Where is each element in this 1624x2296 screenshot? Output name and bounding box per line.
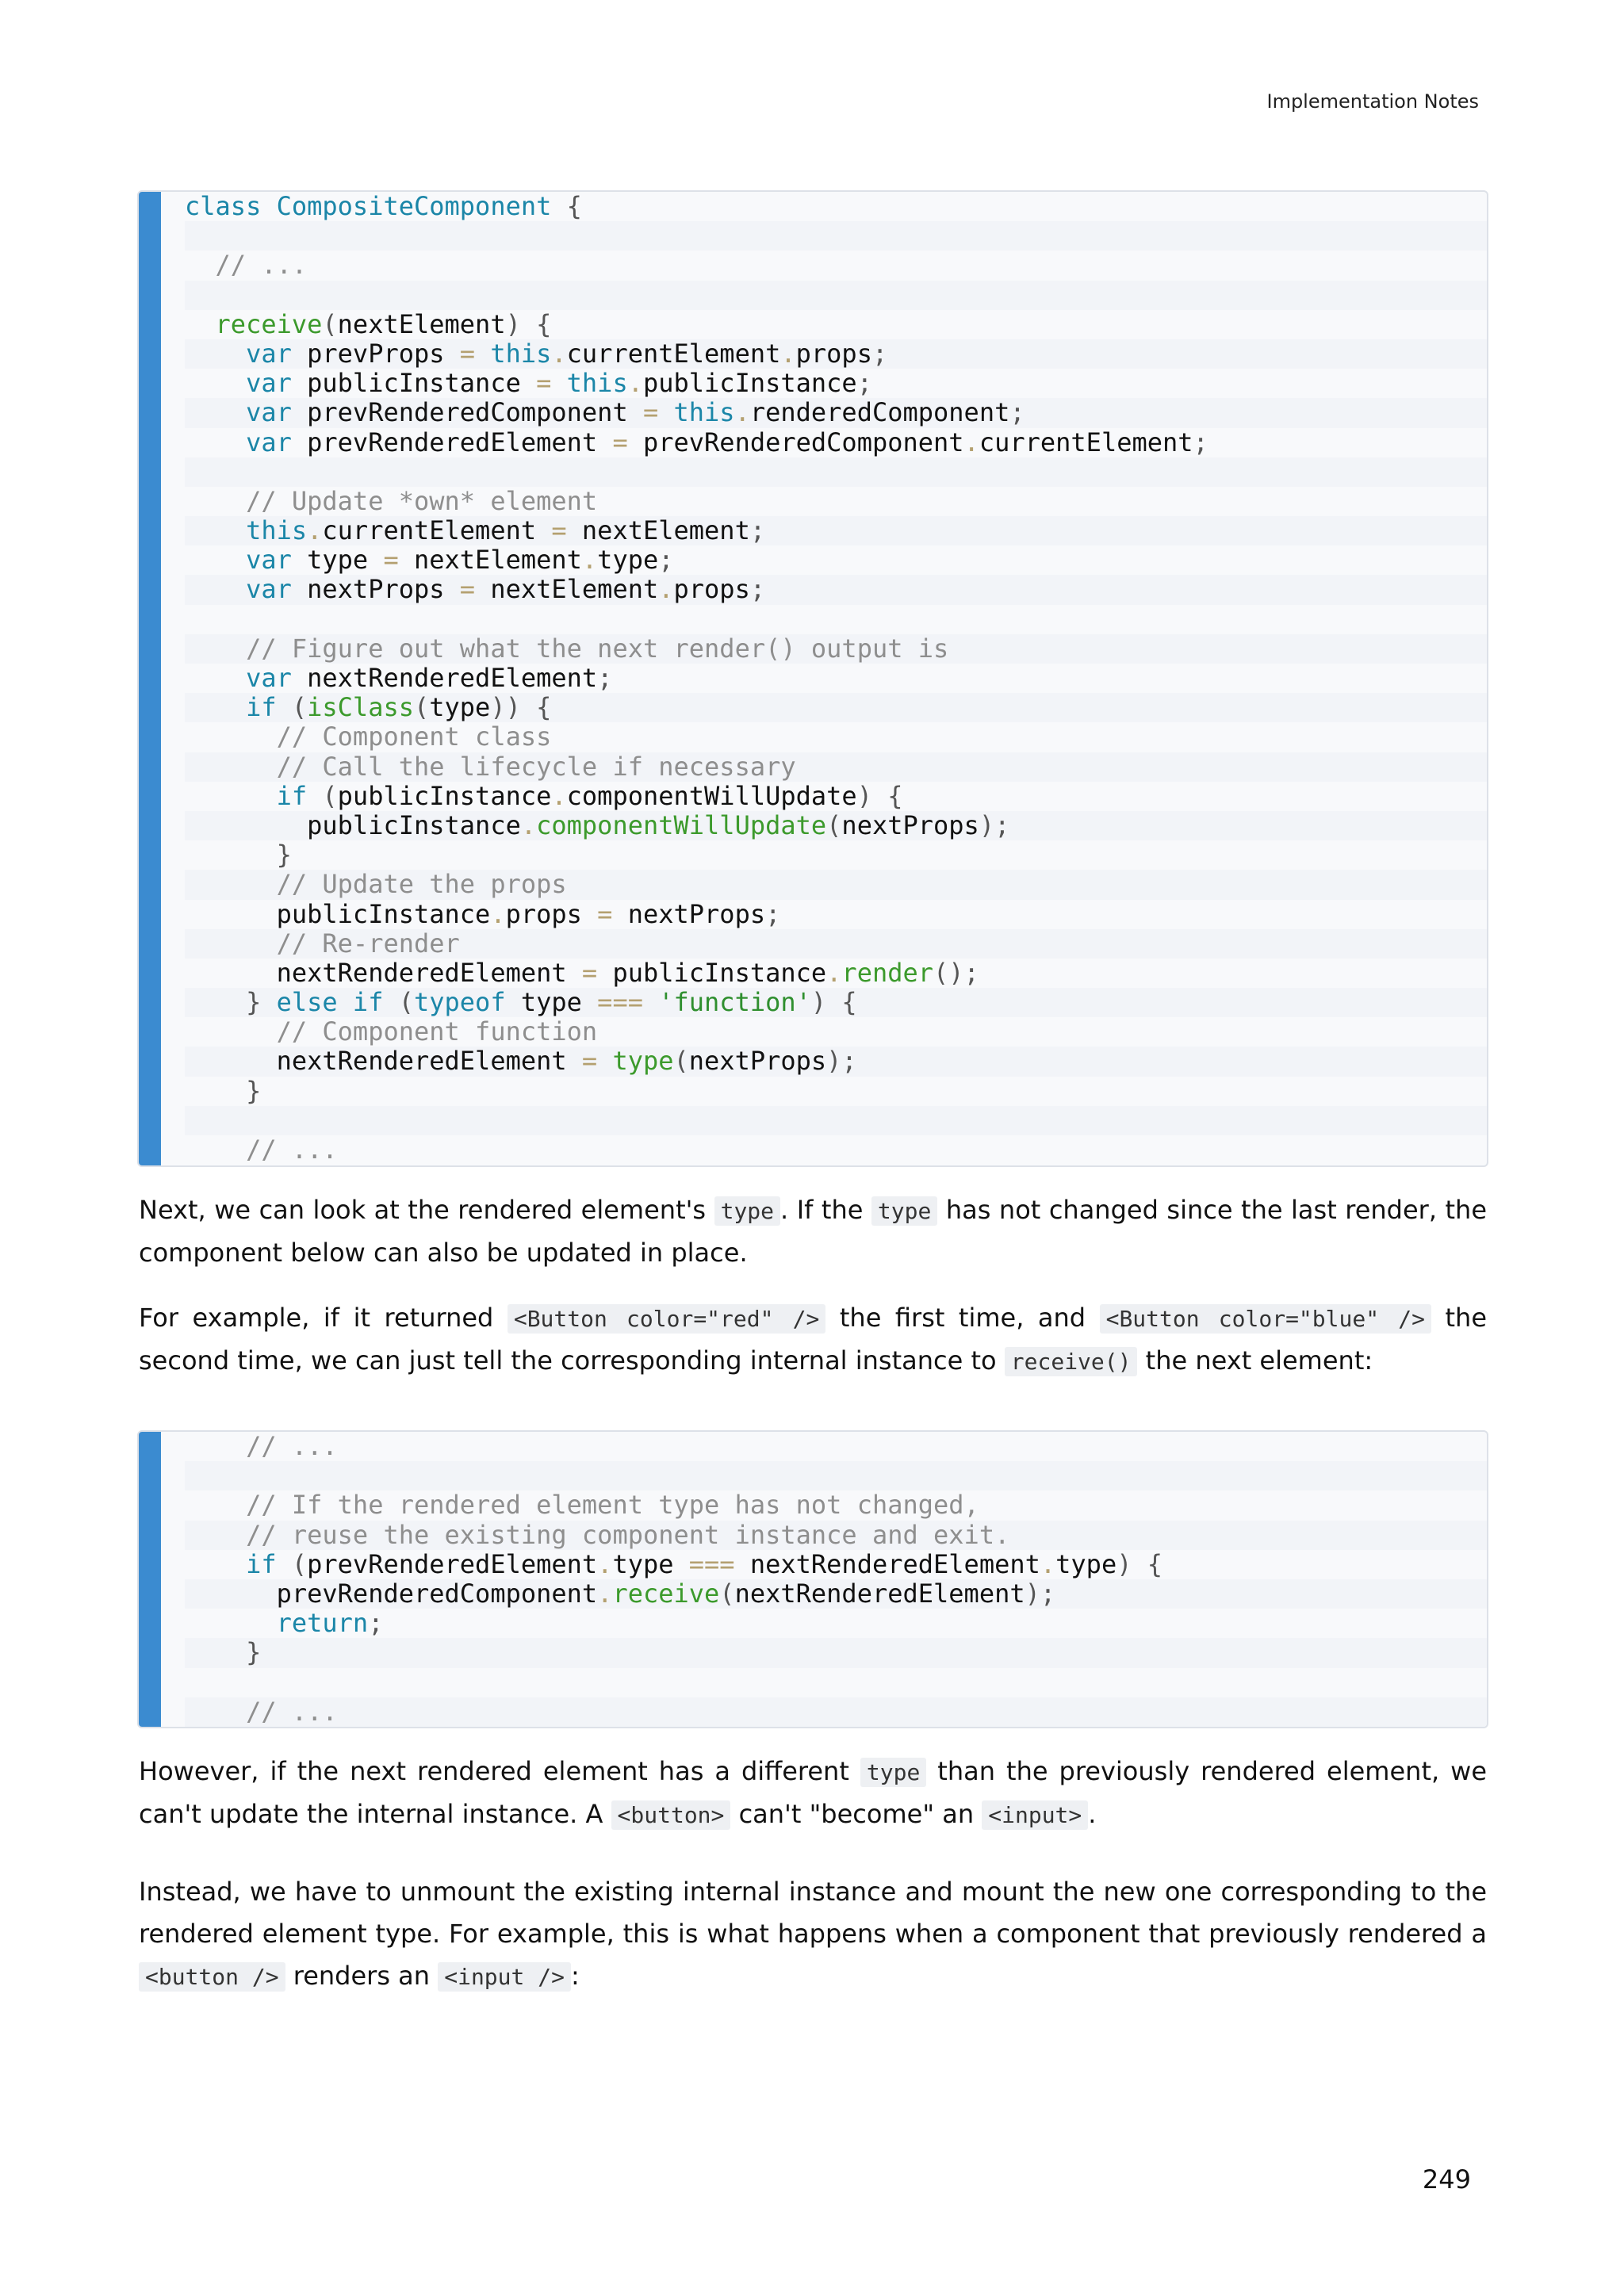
code-token: var: [185, 338, 308, 369]
code-token: props: [505, 898, 598, 929]
code-token: =: [642, 397, 674, 428]
code-line: [185, 1432, 1487, 1461]
text: Instead, we have to unmount the existing internal instance and mount the new one corresponding to the rendered element type. For example, this is what happens when a component that previously rendered a: [139, 1877, 1487, 1949]
code-token: isClass: [307, 692, 414, 723]
inline-code: <button />: [139, 1962, 285, 1992]
code-token: nextRenderedElement: [749, 1548, 1040, 1579]
inline-code: type: [860, 1758, 926, 1787]
code-token: if: [185, 692, 292, 723]
code-line: [185, 1550, 1487, 1579]
code-token: publicInstance: [642, 368, 857, 399]
code-token: (: [413, 692, 430, 723]
code-lines: [139, 192, 1487, 1165]
code-token: // Re-render: [185, 928, 460, 959]
code-token: {: [551, 191, 582, 221]
text: Next, we can look at the rendered element's: [139, 1195, 714, 1225]
code-line: [185, 1490, 1487, 1520]
code-token: 'function': [658, 987, 811, 1018]
code-token: ) {: [1116, 1548, 1162, 1579]
text: can't "become" an: [730, 1799, 982, 1829]
code-token: .: [658, 574, 674, 605]
paragraph-type-check: [139, 1189, 1487, 1274]
code-line: [185, 1017, 1487, 1047]
text: For example, if it returned: [139, 1303, 508, 1333]
code-token: nextProps: [841, 809, 979, 840]
code-token: type: [520, 987, 598, 1018]
code-token: ) {: [505, 308, 552, 339]
code-token: .: [551, 338, 567, 369]
code-line: [185, 870, 1487, 899]
paragraph-button-example: [139, 1297, 1487, 1383]
code-token: .: [963, 427, 979, 457]
code-line: [185, 900, 1487, 929]
code-token: // If the rendered element type has not changed,: [185, 1490, 979, 1521]
code-token: =: [581, 957, 613, 988]
code-token: this: [185, 515, 308, 546]
code-token: =: [383, 545, 414, 576]
code-token: (: [398, 987, 414, 1018]
code-token: return: [185, 1608, 369, 1639]
running-header: Implementation Notes: [1266, 90, 1479, 113]
code-token: this: [566, 368, 628, 399]
code-token: .: [734, 397, 750, 428]
code-token: }: [185, 1075, 262, 1106]
code-token: prevRenderedComponent: [307, 397, 643, 428]
code-token: ;: [1193, 427, 1208, 457]
code-token: nextElement: [413, 545, 582, 576]
code-token: prevProps: [307, 338, 460, 369]
code-line: [185, 693, 1487, 722]
code-line: [185, 664, 1487, 693]
code-token: prevRenderedComponent: [185, 1578, 598, 1609]
code-token: var: [185, 397, 308, 428]
code-token: .: [520, 809, 537, 840]
code-block-receive-method: [137, 190, 1488, 1167]
code-token: if: [185, 780, 323, 811]
code-line: [185, 310, 1487, 339]
text: the next element:: [1137, 1345, 1373, 1376]
code-line: [185, 457, 1487, 487]
code-token: =: [551, 515, 582, 546]
code-token: type: [597, 545, 659, 576]
code-token: }: [185, 840, 292, 871]
code-token: ===: [597, 987, 659, 1018]
code-line: [185, 959, 1487, 988]
code-token: this: [673, 397, 735, 428]
code-token: publicInstance: [307, 368, 537, 399]
code-line: [185, 811, 1487, 840]
code-token: CompositeComponent: [276, 191, 552, 221]
code-token: ;: [871, 338, 888, 369]
code-token: ;: [1009, 397, 1025, 428]
code-token: nextElement: [581, 515, 750, 546]
code-line: [185, 192, 1487, 221]
code-token: );: [1025, 1578, 1056, 1609]
code-token: ;: [597, 663, 613, 693]
code-line: [185, 428, 1487, 457]
code-token: // ...: [185, 250, 308, 281]
code-token: )) {: [490, 692, 552, 723]
code-token: =: [536, 368, 567, 399]
code-line: [185, 752, 1487, 782]
code-token: =: [612, 427, 643, 457]
code-token: .: [1040, 1548, 1056, 1579]
code-line: [185, 1638, 1487, 1667]
code-token: // Update *own* element: [185, 485, 598, 516]
code-token: (: [291, 692, 308, 723]
inline-code: <button>: [611, 1800, 731, 1830]
code-token: nextRenderedElement: [185, 957, 582, 988]
code-token: nextProps: [307, 574, 460, 605]
code-token: publicInstance: [185, 898, 491, 929]
code-token: prevRenderedElement: [307, 1548, 598, 1579]
code-token: var: [185, 545, 308, 576]
inline-code: receive(): [1005, 1347, 1138, 1376]
code-token: .: [551, 780, 567, 811]
code-token: (: [322, 780, 338, 811]
text: renders an: [285, 1961, 439, 1991]
code-token: }: [185, 987, 277, 1018]
code-token: type: [1055, 1548, 1117, 1579]
code-token: if: [185, 1548, 292, 1579]
code-token: props: [673, 574, 750, 605]
code-line: [185, 575, 1487, 604]
code-token: class: [185, 191, 277, 221]
code-line: [185, 634, 1487, 664]
code-token: ===: [688, 1548, 750, 1579]
code-line: [185, 251, 1487, 280]
code-token: );: [979, 809, 1010, 840]
code-block-type-unchanged: [137, 1430, 1488, 1728]
code-token: // ...: [185, 1696, 338, 1727]
code-token: ;: [368, 1608, 384, 1639]
code-line: [185, 1106, 1487, 1135]
code-token: ;: [658, 545, 674, 576]
text: However, if the next rendered element has a different: [139, 1756, 860, 1786]
code-token: =: [459, 574, 491, 605]
code-line: [185, 545, 1487, 575]
code-line: [185, 221, 1487, 251]
text: .: [1088, 1799, 1097, 1829]
code-token: publicInstance: [612, 957, 827, 988]
code-line: [185, 1579, 1487, 1609]
code-token: ) {: [810, 987, 857, 1018]
code-token: type: [612, 1046, 674, 1077]
code-line: [185, 487, 1487, 516]
code-token: var: [185, 663, 308, 693]
code-line: [185, 722, 1487, 752]
code-token: ;: [765, 898, 781, 929]
code-token: .: [826, 957, 842, 988]
code-token: ;: [749, 515, 766, 546]
code-token: (: [291, 1548, 308, 1579]
code-token: // ...: [185, 1431, 338, 1461]
code-line: [185, 1461, 1487, 1490]
code-token: .: [307, 515, 323, 546]
code-token: this: [490, 338, 552, 369]
inline-code: type: [871, 1196, 937, 1226]
code-token: =: [581, 1046, 613, 1077]
code-token: renderedComponent: [749, 397, 1010, 428]
paragraph-different-type: [139, 1751, 1487, 1836]
inline-code: <Button color="blue" />: [1100, 1304, 1431, 1334]
code-token: componentWillUpdate: [536, 809, 827, 840]
text: :: [570, 1961, 580, 1991]
text: . If the: [780, 1195, 871, 1225]
code-token: type: [307, 545, 384, 576]
code-token: publicInstance: [337, 780, 552, 811]
code-token: type: [612, 1548, 689, 1579]
code-line: [185, 988, 1487, 1017]
code-token: nextRenderedElement: [185, 1046, 582, 1077]
code-token: =: [597, 898, 628, 929]
code-token: nextElement: [490, 574, 659, 605]
code-line: [185, 782, 1487, 811]
text: the first time, and: [825, 1303, 1100, 1333]
code-token: // Figure out what the next render() output is: [185, 633, 949, 664]
code-token: ) {: [856, 780, 903, 811]
code-token: currentElement: [322, 515, 552, 546]
code-token: nextProps: [688, 1046, 827, 1077]
code-token: prevRenderedComponent: [642, 427, 964, 457]
code-token: ();: [933, 957, 979, 988]
code-token: (: [673, 1046, 689, 1077]
code-line: [185, 1521, 1487, 1550]
code-token: else if: [276, 987, 399, 1018]
code-token: // Call the lifecycle if necessary: [185, 751, 796, 782]
code-line: [185, 605, 1487, 634]
code-token: (: [719, 1578, 735, 1609]
code-line: [185, 516, 1487, 545]
code-token: render: [841, 957, 934, 988]
code-line: [185, 1135, 1487, 1165]
code-token: var: [185, 574, 308, 605]
code-token: =: [459, 338, 491, 369]
code-token: // ...: [185, 1135, 338, 1165]
code-token: componentWillUpdate: [566, 780, 857, 811]
code-token: currentElement: [979, 427, 1193, 457]
code-token: .: [490, 898, 506, 929]
code-token: var: [185, 427, 308, 457]
code-line: [185, 398, 1487, 427]
code-token: ;: [749, 574, 766, 605]
code-token: // Component class: [185, 721, 552, 752]
code-token: receive: [612, 1578, 720, 1609]
code-line: [185, 369, 1487, 398]
code-line: [185, 929, 1487, 959]
code-line: [185, 1697, 1487, 1727]
text: than the previously rendered element, we can't update the internal instance. A: [139, 1756, 1488, 1829]
code-token: typeof: [413, 987, 521, 1018]
code-token: (: [322, 308, 338, 339]
code-token: .: [780, 338, 796, 369]
code-token: ;: [856, 368, 872, 399]
code-token: );: [826, 1046, 857, 1077]
text: has not changed since the last render, the component below can also be updated in place.: [139, 1195, 1488, 1268]
code-line: [185, 840, 1487, 870]
inline-code: <input />: [438, 1962, 571, 1992]
code-line: [185, 1077, 1487, 1106]
code-token: // Component function: [185, 1016, 598, 1047]
code-line: [185, 339, 1487, 369]
code-token: // reuse the existing component instance and exit.: [185, 1519, 1010, 1550]
code-line: [185, 1047, 1487, 1076]
code-token: var: [185, 368, 308, 399]
code-token: .: [581, 545, 598, 576]
code-token: nextProps: [627, 898, 766, 929]
text: the second time, we can just tell the corresponding internal instance to: [139, 1303, 1487, 1376]
code-token: nextRenderedElement: [734, 1578, 1025, 1609]
code-token: .: [627, 368, 643, 399]
code-token: publicInstance: [185, 809, 521, 840]
code-token: (: [826, 809, 842, 840]
code-token: receive: [185, 308, 323, 339]
code-token: currentElement: [566, 338, 781, 369]
code-line: [185, 1668, 1487, 1697]
code-token: // Update the props: [185, 869, 567, 900]
inline-code: type: [714, 1196, 780, 1226]
code-line: [185, 1609, 1487, 1638]
code-token: props: [795, 338, 872, 369]
page-number: 249: [1422, 2164, 1471, 2195]
inline-code: <Button color="red" />: [508, 1304, 826, 1334]
code-line: [185, 281, 1487, 310]
code-token: prevRenderedElement: [307, 427, 613, 457]
code-token: .: [597, 1578, 613, 1609]
code-token: }: [185, 1637, 262, 1668]
code-token: .: [597, 1548, 613, 1579]
code-token: type: [429, 692, 491, 723]
code-lines: [139, 1432, 1487, 1727]
inline-code: <input>: [982, 1800, 1088, 1830]
paragraph-unmount-mount: [139, 1871, 1487, 1998]
code-token: nextRenderedElement: [307, 663, 598, 693]
code-token: nextElement: [337, 308, 506, 339]
